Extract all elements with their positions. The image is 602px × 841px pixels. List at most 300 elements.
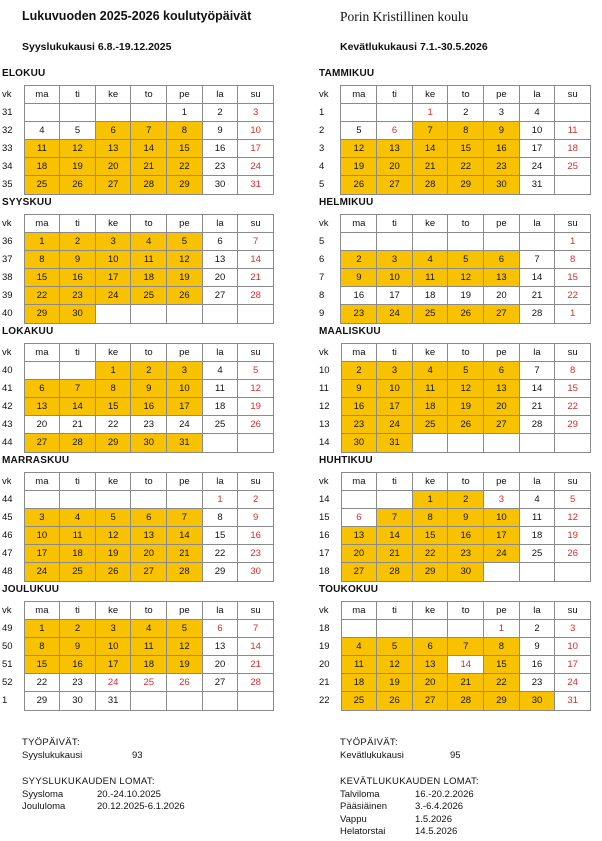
week-row (2, 362, 274, 380)
school-day-cell: 22 (412, 545, 448, 563)
day-cell (555, 176, 591, 194)
month-name: MAALISKUU (319, 326, 381, 337)
day-cell (131, 491, 167, 509)
weekday-header: su (238, 344, 274, 362)
week-row (319, 398, 591, 416)
weekday-header: pe (484, 473, 520, 491)
day-cell: 23 (202, 158, 238, 176)
weekday-header-row (319, 86, 591, 104)
weekday-header: ke (412, 215, 448, 233)
school-day-cell: 11 (412, 269, 448, 287)
weekday-header: ma (24, 602, 60, 620)
week-row (2, 380, 274, 398)
school-day-cell: 26 (448, 305, 484, 323)
day-cell: 6 (202, 233, 238, 251)
week-number-header: vk (319, 217, 329, 229)
school-day-cell: 14 (412, 140, 448, 158)
weekday-header: ti (60, 473, 96, 491)
month-name: HUHTIKUU (319, 455, 373, 466)
day-cell: 4 (202, 362, 238, 380)
autumn-summary (22, 737, 185, 814)
school-day-cell: 27 (24, 434, 60, 452)
day-cell (555, 563, 591, 581)
school-day-cell: 25 (131, 287, 167, 305)
school-day-cell: 17 (167, 398, 203, 416)
week-number: 40 (2, 308, 13, 320)
weekday-header-row (2, 473, 274, 491)
workdays-title: TYÖPÄIVÄT: (340, 737, 398, 748)
school-day-cell: 6 (24, 380, 60, 398)
week-row (2, 251, 274, 269)
holiday-name: Vappu (340, 813, 367, 825)
school-day-cell: 26 (167, 287, 203, 305)
week-row (2, 398, 274, 416)
week-number: 50 (2, 640, 13, 652)
weekday-header: pe (167, 602, 203, 620)
day-cell: 18 (519, 527, 555, 545)
day-cell: 16 (202, 140, 238, 158)
day-cell: 7 (238, 233, 274, 251)
school-day-cell: 28 (60, 434, 96, 452)
school-day-cell: 18 (131, 656, 167, 674)
school-day-cell: 28 (131, 176, 167, 194)
day-cell (448, 620, 484, 638)
day-cell (131, 692, 167, 710)
weekday-header: pe (167, 473, 203, 491)
day-cell: 3 (555, 620, 591, 638)
school-day-cell: 25 (24, 176, 60, 194)
day-cell: 10 (519, 122, 555, 140)
day-cell: 22 (95, 416, 131, 434)
school-day-cell: 20 (377, 158, 413, 176)
month-grid (2, 214, 274, 324)
week-row (319, 362, 591, 380)
school-day-cell: 23 (341, 416, 377, 434)
weekday-header: su (555, 86, 591, 104)
weekday-header: la (519, 344, 555, 362)
week-number: 19 (319, 640, 330, 652)
school-day-cell: 9 (341, 380, 377, 398)
day-cell: 29 (24, 692, 60, 710)
day-cell: 23 (131, 416, 167, 434)
day-cell: 21 (238, 656, 274, 674)
day-cell: 16 (519, 656, 555, 674)
day-cell (484, 434, 520, 452)
day-cell (24, 491, 60, 509)
school-day-cell: 26 (60, 176, 96, 194)
holiday-dates: 1.5.2026 (415, 813, 452, 825)
day-cell: 24 (167, 416, 203, 434)
school-day-cell: 7 (60, 380, 96, 398)
week-number: 4 (319, 160, 325, 172)
month-name: MARRASKUU (2, 455, 70, 466)
week-row (2, 158, 274, 176)
school-day-cell: 13 (95, 140, 131, 158)
school-day-cell: 28 (377, 563, 413, 581)
weekday-header: la (519, 602, 555, 620)
month-name: LOKAKUU (2, 326, 54, 337)
day-cell: 4 (519, 491, 555, 509)
week-row (319, 305, 591, 323)
day-cell (60, 362, 96, 380)
school-day-cell: 10 (95, 638, 131, 656)
weekday-header: to (448, 215, 484, 233)
day-cell: 6 (341, 509, 377, 527)
week-row (319, 287, 591, 305)
school-day-cell: 9 (341, 269, 377, 287)
school-day-cell: 6 (484, 251, 520, 269)
day-cell: 8 (202, 509, 238, 527)
day-cell: 7 (519, 362, 555, 380)
school-day-cell: 24 (484, 545, 520, 563)
day-cell (202, 305, 238, 323)
weekday-header: to (131, 215, 167, 233)
day-cell: 24 (555, 674, 591, 692)
school-day-cell: 1 (24, 620, 60, 638)
month-name: TOUKOKUU (319, 584, 379, 595)
day-cell: 23 (60, 674, 96, 692)
day-cell: 24 (95, 674, 131, 692)
month-grid (2, 601, 274, 711)
school-day-cell: 18 (341, 674, 377, 692)
day-cell: 14 (238, 251, 274, 269)
school-day-cell: 29 (95, 434, 131, 452)
week-row (319, 233, 591, 251)
school-day-cell: 16 (484, 140, 520, 158)
day-cell: 14 (519, 269, 555, 287)
day-cell (412, 620, 448, 638)
day-cell: 1 (484, 620, 520, 638)
week-number-header: vk (319, 88, 329, 100)
school-day-cell: 11 (131, 251, 167, 269)
weekday-header: ti (377, 473, 413, 491)
school-day-cell: 5 (448, 362, 484, 380)
weekday-header: to (131, 344, 167, 362)
day-cell: 5 (341, 122, 377, 140)
school-day-cell: 23 (448, 545, 484, 563)
day-cell (24, 104, 60, 122)
school-day-cell: 13 (341, 527, 377, 545)
day-cell (167, 491, 203, 509)
school-day-cell: 20 (341, 545, 377, 563)
school-day-cell: 12 (60, 140, 96, 158)
school-day-cell: 5 (448, 251, 484, 269)
school-day-cell: 18 (412, 398, 448, 416)
weekday-header-row (319, 344, 591, 362)
workdays-title: TYÖPÄIVÄT: (22, 737, 80, 748)
school-day-cell: 24 (377, 305, 413, 323)
spring-calendars (319, 68, 591, 713)
school-day-cell: 11 (131, 638, 167, 656)
school-day-cell: 8 (448, 122, 484, 140)
week-row (319, 434, 591, 452)
week-row (319, 158, 591, 176)
day-cell (202, 692, 238, 710)
school-day-cell: 22 (24, 287, 60, 305)
weekday-header: pe (484, 86, 520, 104)
day-cell (377, 620, 413, 638)
school-day-cell: 7 (412, 122, 448, 140)
week-number: 14 (319, 493, 330, 505)
day-cell: 9 (238, 509, 274, 527)
school-day-cell: 3 (95, 233, 131, 251)
week-number: 18 (319, 566, 330, 578)
day-cell: 15 (202, 527, 238, 545)
week-row (2, 104, 274, 122)
week-row (2, 545, 274, 563)
week-number: 17 (319, 547, 330, 559)
week-row (2, 620, 274, 638)
school-day-cell: 4 (131, 620, 167, 638)
school-day-cell: 18 (24, 158, 60, 176)
day-cell (131, 305, 167, 323)
week-row (2, 638, 274, 656)
holiday-dates: 14.5.2026 (415, 826, 458, 837)
day-cell: 9 (202, 122, 238, 140)
weekday-header: ma (341, 215, 377, 233)
week-row (319, 416, 591, 434)
day-cell (60, 104, 96, 122)
weekday-header: ti (377, 215, 413, 233)
school-day-cell: 4 (412, 251, 448, 269)
school-day-cell: 5 (377, 638, 413, 656)
school-day-cell: 15 (24, 656, 60, 674)
school-day-cell: 14 (131, 140, 167, 158)
day-cell (238, 305, 274, 323)
month-grid (319, 343, 591, 453)
day-cell: 15 (555, 269, 591, 287)
day-cell (484, 563, 520, 581)
school-day-cell: 29 (448, 176, 484, 194)
school-day-cell: 4 (131, 233, 167, 251)
week-number: 39 (2, 289, 13, 301)
day-cell: 19 (448, 287, 484, 305)
school-day-cell: 15 (412, 527, 448, 545)
day-cell: 17 (238, 140, 274, 158)
weekday-header: su (555, 602, 591, 620)
school-day-cell: 22 (167, 158, 203, 176)
school-day-cell: 11 (341, 656, 377, 674)
weekday-header: to (131, 86, 167, 104)
day-cell: 11 (555, 122, 591, 140)
weekday-header: la (202, 215, 238, 233)
school-day-cell: 27 (95, 176, 131, 194)
school-day-cell: 24 (24, 563, 60, 581)
day-cell: 31 (95, 692, 131, 710)
day-cell (24, 362, 60, 380)
week-number: 34 (2, 160, 13, 172)
school-day-cell: 9 (448, 509, 484, 527)
week-row (319, 545, 591, 563)
school-day-cell: 25 (341, 692, 377, 710)
school-day-cell: 1 (95, 362, 131, 380)
school-day-cell: 12 (448, 269, 484, 287)
day-cell: 11 (519, 509, 555, 527)
weekday-header: ma (341, 473, 377, 491)
day-cell (341, 620, 377, 638)
day-cell: 16 (341, 287, 377, 305)
week-number: 16 (319, 529, 330, 541)
day-cell (377, 233, 413, 251)
holidays-title: KEVÄTLUKUKAUDEN LOMAT: (340, 776, 479, 787)
weekday-header: ke (95, 344, 131, 362)
day-cell (341, 104, 377, 122)
school-day-cell: 29 (484, 692, 520, 710)
day-cell: 30 (238, 563, 274, 581)
school-day-cell: 24 (95, 287, 131, 305)
week-number: 7 (319, 271, 325, 283)
school-day-cell: 26 (377, 692, 413, 710)
school-day-cell: 29 (412, 563, 448, 581)
day-cell: 2 (202, 104, 238, 122)
school-day-cell: 25 (60, 563, 96, 581)
weekday-header-row (2, 344, 274, 362)
month-calendar (319, 197, 591, 326)
school-day-cell: 30 (484, 176, 520, 194)
school-day-cell: 21 (131, 158, 167, 176)
school-day-cell: 9 (131, 380, 167, 398)
day-cell: 22 (555, 287, 591, 305)
school-day-cell: 19 (377, 674, 413, 692)
school-day-cell: 12 (341, 140, 377, 158)
school-day-cell: 10 (377, 380, 413, 398)
day-cell: 28 (519, 305, 555, 323)
weekday-header: su (238, 602, 274, 620)
school-day-cell: 14 (377, 527, 413, 545)
school-day-cell: 23 (341, 305, 377, 323)
school-day-cell: 19 (341, 158, 377, 176)
day-cell (377, 104, 413, 122)
day-cell: 24 (238, 158, 274, 176)
weekday-header: pe (167, 215, 203, 233)
week-number: 1 (319, 106, 325, 118)
week-row (2, 674, 274, 692)
school-day-cell: 4 (412, 362, 448, 380)
day-cell (95, 491, 131, 509)
day-cell (412, 434, 448, 452)
day-cell: 21 (60, 416, 96, 434)
month-calendar (2, 584, 274, 713)
day-cell: 14 (448, 656, 484, 674)
weekday-header: to (131, 473, 167, 491)
day-cell: 5 (60, 122, 96, 140)
day-cell: 18 (202, 398, 238, 416)
week-number-header: vk (319, 475, 329, 487)
week-row (2, 509, 274, 527)
week-number: 13 (319, 418, 330, 430)
school-day-cell: 30 (60, 305, 96, 323)
day-cell: 3 (238, 104, 274, 122)
day-cell (555, 434, 591, 452)
day-cell: 1 (555, 305, 591, 323)
day-cell: 6 (202, 620, 238, 638)
weekday-header: su (238, 215, 274, 233)
school-day-cell: 23 (60, 287, 96, 305)
day-cell: 20 (202, 269, 238, 287)
week-number-header: vk (2, 217, 12, 229)
school-day-cell: 10 (167, 380, 203, 398)
school-day-cell: 16 (341, 398, 377, 416)
school-day-cell: 3 (377, 362, 413, 380)
day-cell: 3 (484, 104, 520, 122)
weekday-header: su (238, 86, 274, 104)
day-cell: 14 (238, 638, 274, 656)
weekday-header: ke (95, 473, 131, 491)
school-day-cell: 20 (412, 674, 448, 692)
school-day-cell: 5 (95, 509, 131, 527)
weekday-header: to (131, 602, 167, 620)
school-day-cell: 17 (95, 656, 131, 674)
day-cell: 22 (24, 674, 60, 692)
weekday-header: su (555, 344, 591, 362)
holiday-dates: 16.-20.2.2026 (415, 788, 474, 800)
school-day-cell: 12 (377, 656, 413, 674)
workdays-label: Syyslukukausi (22, 749, 83, 761)
school-day-cell: 8 (412, 509, 448, 527)
week-row (2, 692, 274, 710)
day-cell: 20 (202, 656, 238, 674)
day-cell: 13 (202, 638, 238, 656)
school-day-cell: 30 (519, 692, 555, 710)
week-row (319, 620, 591, 638)
school-day-cell: 7 (131, 122, 167, 140)
school-day-cell: 16 (60, 656, 96, 674)
school-day-cell: 12 (448, 380, 484, 398)
school-day-cell: 20 (484, 398, 520, 416)
weekday-header: la (202, 473, 238, 491)
day-cell: 6 (377, 122, 413, 140)
school-day-cell: 2 (131, 362, 167, 380)
school-day-cell: 19 (167, 269, 203, 287)
day-cell (167, 305, 203, 323)
weekday-header: ma (341, 602, 377, 620)
week-row (319, 656, 591, 674)
school-day-cell: 25 (412, 305, 448, 323)
month-name: JOULUKUU (2, 584, 60, 595)
week-row (319, 563, 591, 581)
school-day-cell: 6 (412, 638, 448, 656)
week-number: 35 (2, 179, 13, 191)
weekday-header: ma (24, 344, 60, 362)
day-cell: 25 (519, 545, 555, 563)
week-number-header: vk (319, 604, 329, 616)
school-day-cell: 16 (131, 398, 167, 416)
day-cell (238, 692, 274, 710)
week-number-header: vk (2, 88, 12, 100)
school-day-cell: 17 (95, 269, 131, 287)
school-day-cell: 7 (377, 509, 413, 527)
day-cell: 8 (555, 251, 591, 269)
school-day-cell: 29 (167, 176, 203, 194)
school-day-cell: 9 (60, 638, 96, 656)
week-number: 41 (2, 382, 13, 394)
day-cell: 1 (412, 104, 448, 122)
weekday-header: ke (95, 86, 131, 104)
school-day-cell: 27 (484, 305, 520, 323)
school-day-cell: 17 (377, 398, 413, 416)
week-number: 2 (319, 124, 325, 136)
week-row (319, 509, 591, 527)
day-cell: 20 (24, 416, 60, 434)
holiday-name: Pääsiäinen (340, 801, 388, 812)
day-cell: 29 (555, 416, 591, 434)
school-day-cell: 15 (448, 140, 484, 158)
week-row (2, 176, 274, 194)
day-cell: 4 (24, 122, 60, 140)
day-cell: 30 (60, 692, 96, 710)
day-cell: 16 (238, 527, 274, 545)
day-cell: 27 (202, 674, 238, 692)
